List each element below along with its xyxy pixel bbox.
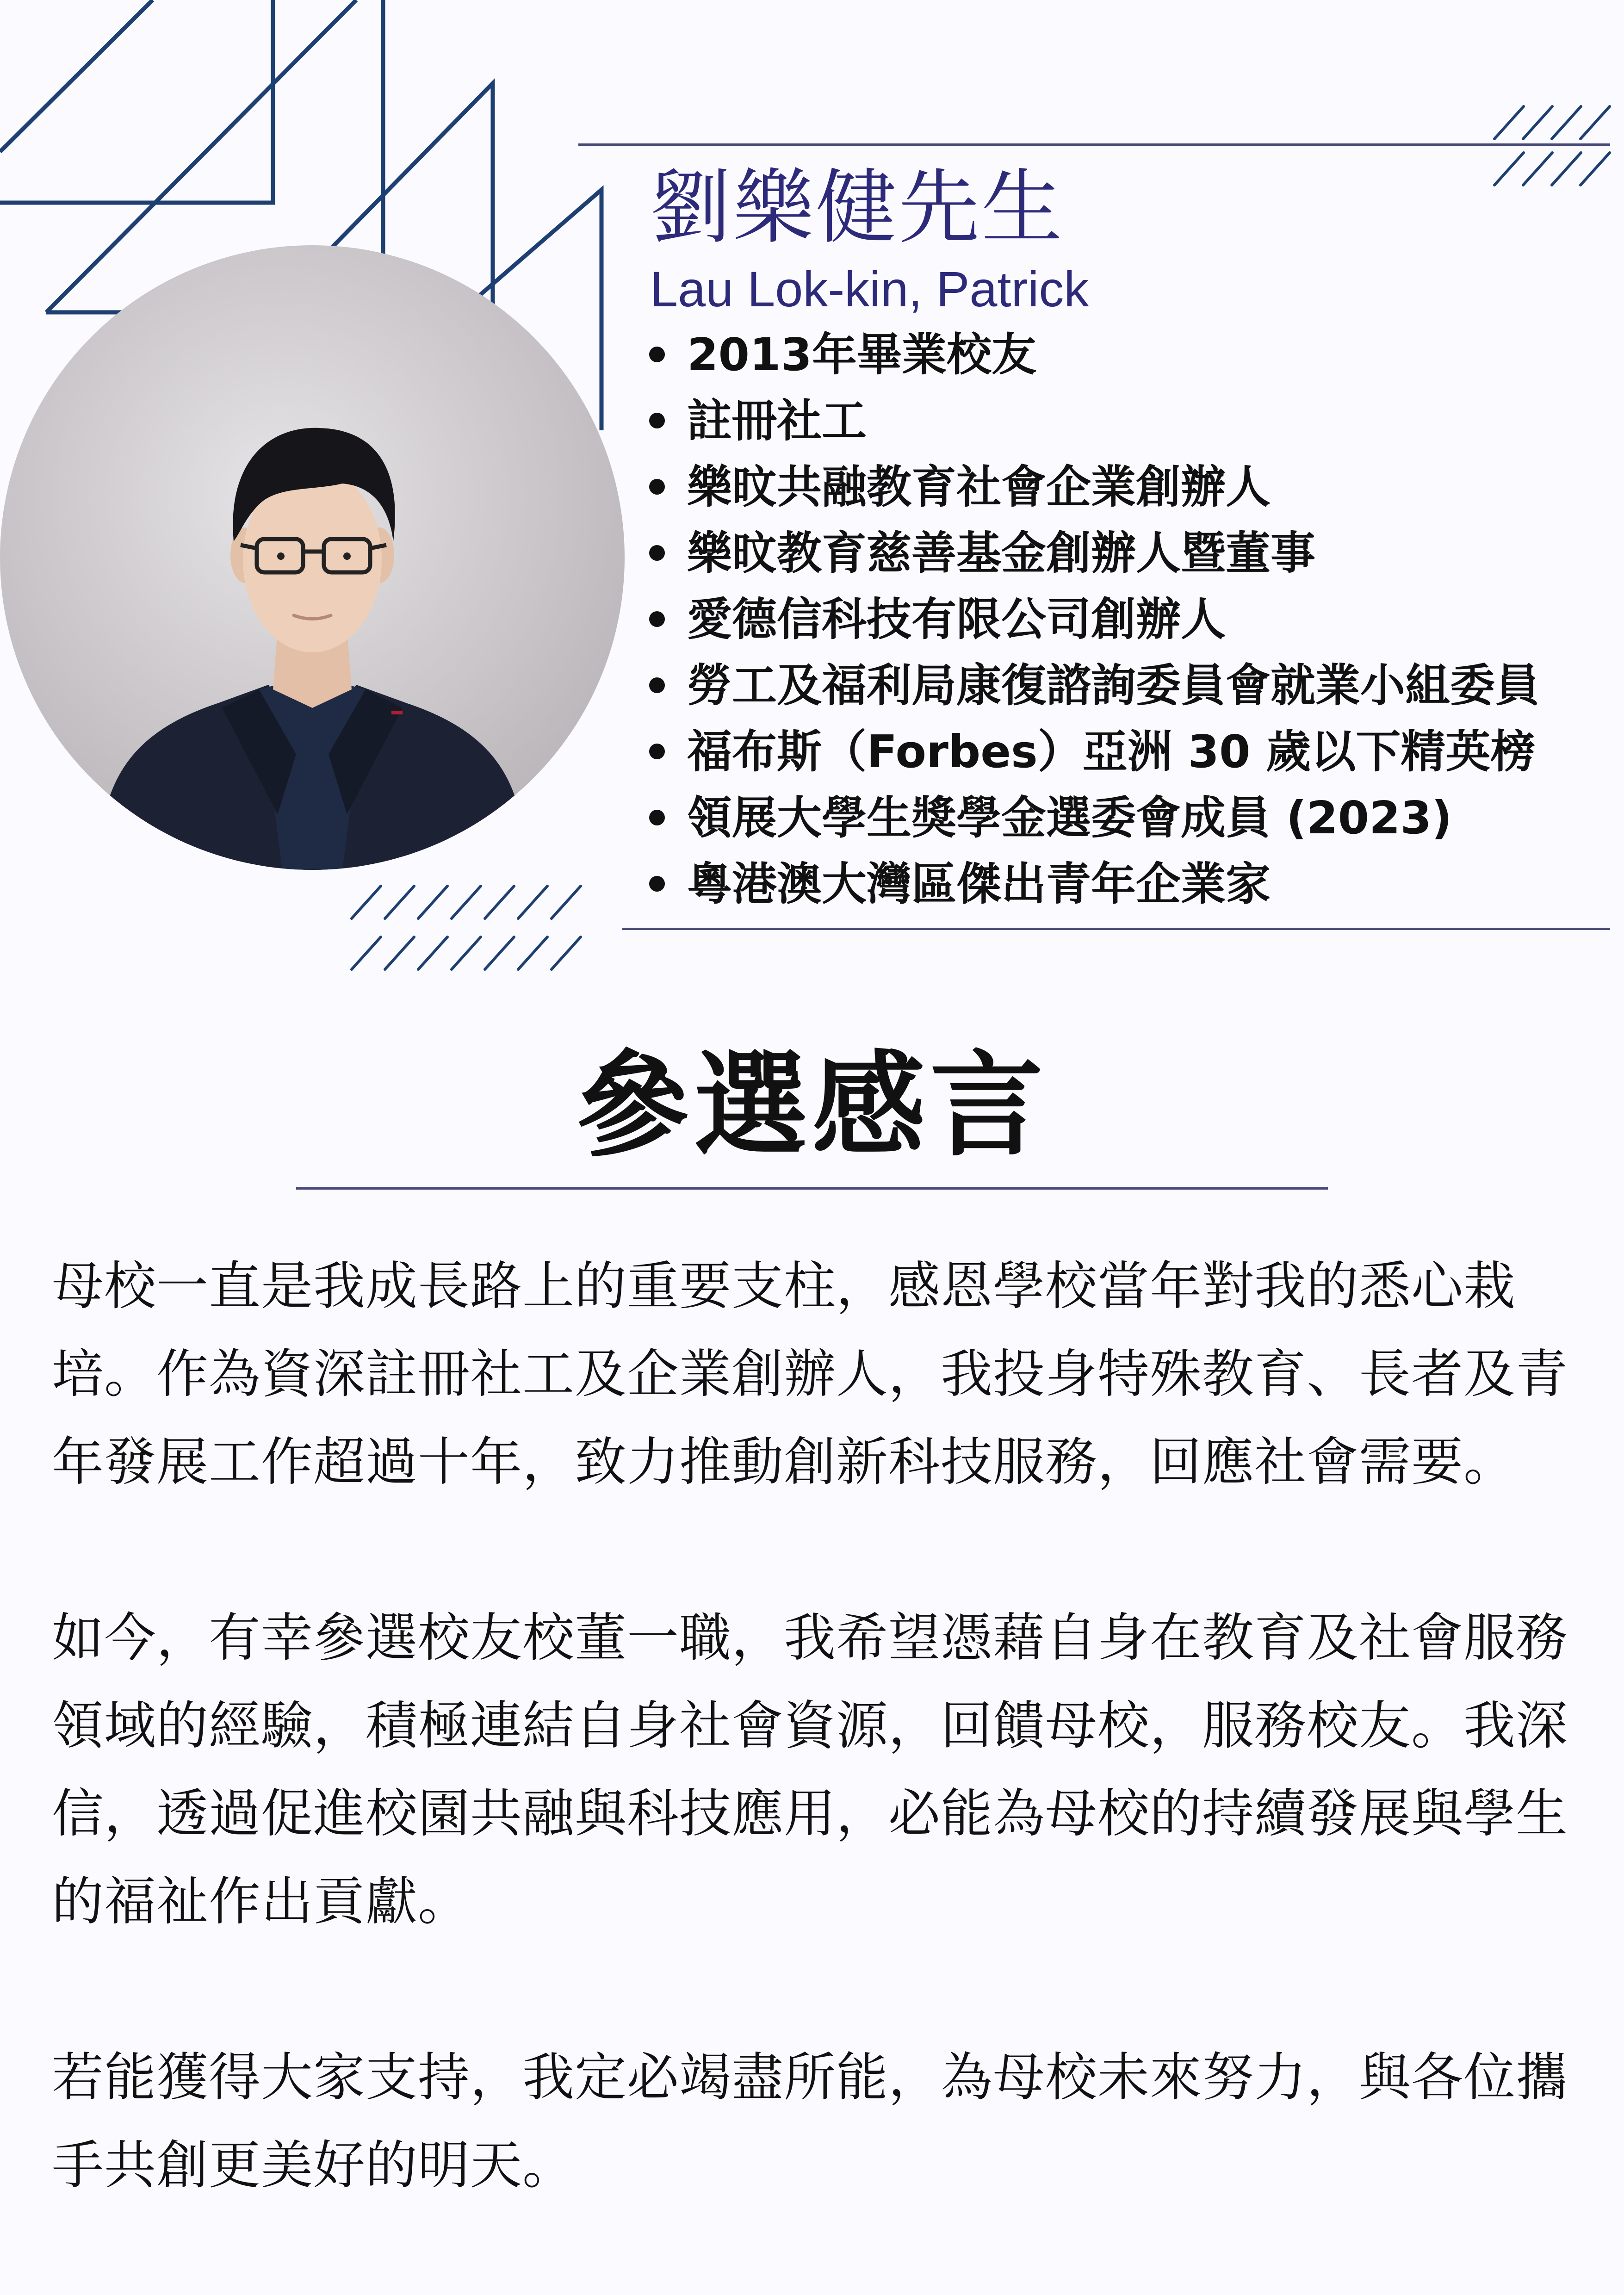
list-item: 領展大學生獎學金選委會成員 (2023) xyxy=(645,785,1540,851)
divider-line xyxy=(296,1187,1328,1190)
decorative-hatch-marks xyxy=(347,881,606,983)
hatch-mark xyxy=(1581,153,1610,185)
hatch-mark xyxy=(485,886,514,918)
candidate-name-english: Lau Lok-kin, Patrick xyxy=(650,261,1089,317)
hatch-mark xyxy=(518,937,547,969)
hatch-mark xyxy=(452,937,481,969)
hatch-mark xyxy=(452,886,481,918)
bullet-dot-icon xyxy=(649,545,665,561)
list-item: 樂旼共融教育社會企業創辦人 xyxy=(645,454,1540,520)
bullet-dot-icon xyxy=(649,479,665,495)
hatch-mark xyxy=(1581,106,1610,139)
bullet-dot-icon xyxy=(649,611,665,627)
divider-line xyxy=(578,143,1610,146)
statement-paragraph: 若能獲得大家支持，我定必竭盡所能，為母校未來努力，與各位攜手共創更美好的明天。 xyxy=(52,2047,1568,2196)
hatch-mark xyxy=(485,937,514,969)
portrait-photo xyxy=(0,245,625,870)
list-item: 樂旼教育慈善基金創辦人暨董事 xyxy=(645,520,1540,586)
hatch-mark xyxy=(1552,153,1581,185)
hatch-mark xyxy=(1523,153,1552,185)
statement-paragraph: 母校一直是我成長路上的重要支柱，感恩學校當年對我的悉心栽培。作為資深註冊社工及企業創辦人，我投身特殊教育、長者及青年發展工作超過十年，致力推動創新科技服務，回應社會需要。 xyxy=(52,1256,1568,1492)
hatch-mark xyxy=(385,937,414,969)
statement-paragraph: 如今，有幸參選校友校董一職，我希望憑藉自身在教育及社會服務領域的經驗，積極連結自身社會資源，回饋母校，服務校友。我深信，透過促進校園共融與科技應用，必能為母校的持續發展與學生的福祉作出貢獻。 xyxy=(52,1608,1568,1932)
bullet-dot-icon xyxy=(649,744,665,759)
hatch-mark xyxy=(352,937,381,969)
hatch-mark xyxy=(518,886,547,918)
list-item: 愛德信科技有限公司創辦人 xyxy=(645,586,1540,652)
decorative-hatch-marks xyxy=(1490,102,1624,194)
list-item: 勞工及福利局康復諮詢委員會就業小組委員 xyxy=(645,652,1540,719)
hatch-mark xyxy=(552,937,581,969)
divider-line xyxy=(622,928,1610,930)
hatch-mark xyxy=(418,937,447,969)
list-item: 粵港澳大灣區傑出青年企業家 xyxy=(645,851,1540,917)
hatch-mark xyxy=(552,886,581,918)
list-item: 註冊社工 xyxy=(645,388,1540,454)
credentials-list xyxy=(645,322,1540,917)
hatch-mark xyxy=(1494,153,1524,185)
list-item: 2013年畢業校友 xyxy=(645,322,1540,388)
hatch-mark xyxy=(1494,106,1524,139)
bullet-dot-icon xyxy=(649,876,665,892)
section-title: 參選感言 xyxy=(576,1040,1048,1172)
hatch-mark xyxy=(418,886,447,918)
hatch-mark xyxy=(1523,106,1552,139)
bullet-dot-icon xyxy=(649,677,665,693)
candidate-name-chinese: 劉樂健先生 xyxy=(650,161,1064,255)
hatch-mark xyxy=(352,886,381,918)
hatch-mark xyxy=(1552,106,1581,139)
bullet-dot-icon xyxy=(649,810,665,825)
bullet-dot-icon xyxy=(649,413,665,428)
hatch-mark xyxy=(385,886,414,918)
bullet-dot-icon xyxy=(649,347,665,362)
list-item: 福布斯（Forbes）亞洲 30 歲以下精英榜 xyxy=(645,719,1540,785)
